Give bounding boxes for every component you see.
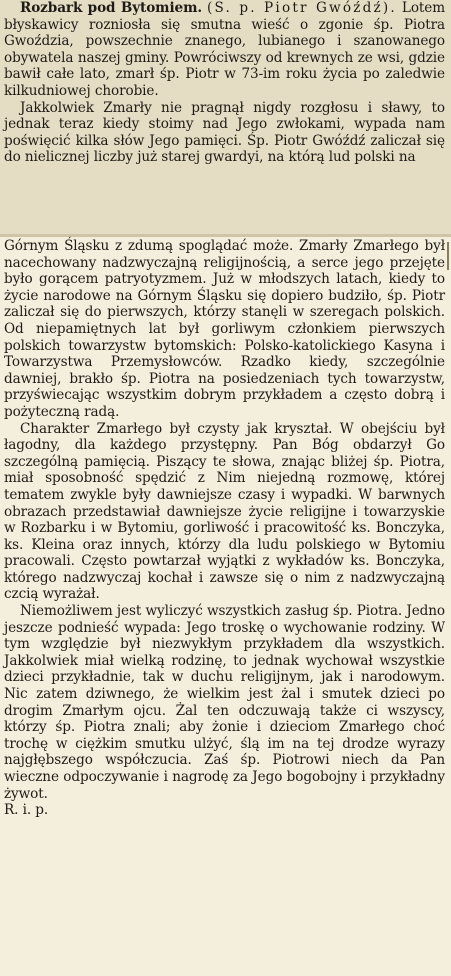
bottom-clipping [0, 236, 451, 976]
article-text: Lotem błyskawicy rozniosła się smutna wieść o zgonie śp. Piotra Gwoździa, powszechnie znanego, lubianego i szanowanego obywatela naszej gminy. Powróciwszy od krewnych ze wsi, gdzie bawił całe lato, zmarł śp. Piotr w 73-im roku życia po zaledwie kilkudniowej chorobie. [4, 0, 446, 99]
article-paragraph [4, 603, 445, 802]
article-text: Górnym Śląsku z zdumą spoglądać może. Zmarły Zmarłego był nacechowany nadzwyczajną religijnością, a serce jego przejęte było gorącem patryotyzmem. Już w młodszych latach, kiedy to życie narodowe na Górnym Śląsku się dopiero budziło, śp. Piotr zaliczał się do pierwszych, którzy stanęli w szeregach polskich. Od niepamiętnych lat był gorliwym członkiem pierwszych polskich towarzystw bytomskich: Polsko-katolickiego Kasyna i Towarzystwa Przemysłowców. Rzadko kiedy, szczególnie dawniej, brakło śp. Piotra na posiedzeniach tych towarzystw, przyświecając wszystkim dobrym przykładem a często dobrą i pożyteczną radą. [4, 238, 445, 420]
article-paragraph [4, 100, 445, 166]
article-text: R. i. p. [4, 802, 49, 819]
article-paragraph [4, 421, 445, 604]
article-text: Niemożliwem jest wyliczyć wszystkich zasług śp. Piotra. Jedno jeszcze podnieść wypada: Jego troskę o wychowanie rodziny. W tym względzie był niezwykłym przykładem dla wszystkich. Jakkolwiek miał wielką rodzinę, to jednak wychował wszystkie dzieci przykładnie, tak w duchu religijnym, jak i narodowym. Nic zatem dziwnego, że wielkim jest żal i smutek dzieci po drogim Zmarłym ojcu. Żal ten odczuwają także ci wszyscy, którzy śp. Piotra znali; aby żonie i dzieciom Zmarłego choć trochę w ciężkim smutku ulżyć, ślą im na tej drodze wyrazy najgłębszego współczucia. Zaś śp. Piotrowi niech da Pan wieczne odpoczywanie i nagrodę za Jego bogobojny i przykładny żywot. [4, 603, 445, 802]
article-text: Charakter Zmarłego był czysty jak kryształ. W obejściu był łagodny, dla każdego przystępny. Pan Bóg obdarzył Go szczególną pamięcią. Piszący te słowa, znając bliżej śp. Piotra, miał sposobność spędzić z Nim niejedną rozmowę, której tematem zwykle były dawniejsze czasy i wypadki. W barwnych obrazach przedstawiał dawniejsze życie religijne i towarzyskie w Rozbarku i w Bytomiu, gorliwość i pracowitość ks. Bonczyka, ks. Kleina oraz innych, którzy dla ludu polskiego w Bytomiu pracowali. Często powtarzał wyjątki z wykładów ks. Bonczyka, którego nadzwyczaj kochał i zawsze się o nim z nadzwyczajną czcią wyrażał. [4, 420, 445, 603]
article-paragraph [4, 0, 445, 100]
dateline-subject: (S. p. Piotr Gwóźdź). [207, 0, 397, 16]
article-text: Jakkolwiek Zmarły nie pragnął nigdy rozgłosu i sławy, to jednak teraz kiedy stoimy nad Jego zwłokami, wypada nam poświęcić kilka słów Jego pamięci. Śp. Piotr Gwóźdź zaliczał się do nielicznej liczby już starej gwardyi, na którą lud polski na [4, 99, 445, 166]
closing-line [4, 802, 445, 819]
top-clipping [0, 0, 451, 236]
article-paragraph [4, 238, 445, 421]
dateline-place: Rozbark pod Bytomiem. [20, 0, 202, 16]
